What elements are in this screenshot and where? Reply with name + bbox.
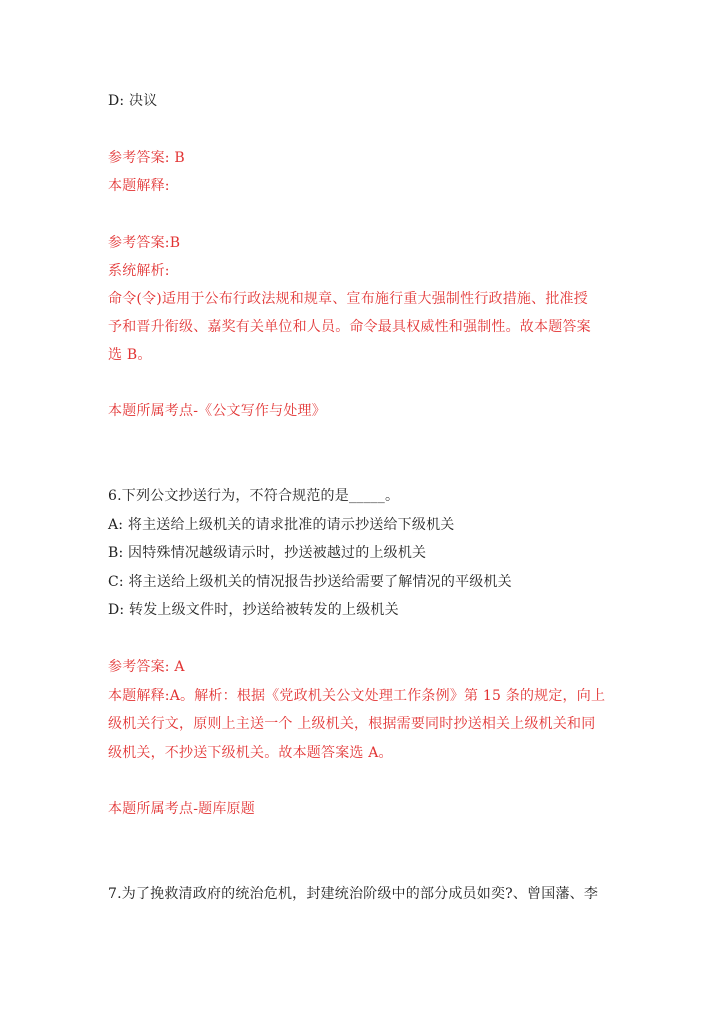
analysis-line: 命令(令)适用于公布行政法规和规章、宣布施行重大强制性行政措施、批准授 <box>108 291 588 307</box>
analysis-label: 系统解析: <box>108 263 170 279</box>
question-text: 7.为了挽救清政府的统治危机，封建统治阶级中的部分成员如奕?、曾国藩、李 <box>108 886 599 902</box>
explanation-line: 级机关，不抄送下级机关。故本题答案选 A。 <box>108 745 393 761</box>
option-c: C: 将主送给上级机关的情况报告抄送给需要了解情况的平级机关 <box>108 574 512 590</box>
analysis-line: 选 B。 <box>108 347 152 363</box>
analysis-line: 予和晋升衔级、嘉奖有关单位和人员。命令最具权威性和强制性。故本题答案 <box>108 319 591 335</box>
answer-label: 参考答案: B <box>108 150 185 166</box>
topic-label: 本题所属考点-《公文写作与处理》 <box>108 403 326 419</box>
explanation-label: 本题解释: <box>108 178 170 194</box>
explanation-line: 本题解释:A。解析：根据《党政机关公文处理工作条例》第 15 条的规定，向上 <box>108 688 606 704</box>
option-d: D: 决议 <box>108 93 158 109</box>
question-text: 6.下列公文抄送行为，不符合规范的是_____。 <box>108 488 400 504</box>
answer-label: 参考答案: A <box>108 659 185 675</box>
answer-label: 参考答案:B <box>108 235 181 251</box>
topic-label: 本题所属考点-题库原题 <box>108 801 255 817</box>
explanation-line: 级机关行文，原则上主送一个 上级机关，根据需要同时抄送相关上级机关和同 <box>108 716 596 732</box>
option-d: D: 转发上级文件时，抄送给被转发的上级机关 <box>108 602 399 618</box>
option-a: A: 将主送给上级机关的请求批准的请示抄送给下级机关 <box>108 517 455 533</box>
option-b: B: 因特殊情况越级请示时，抄送被越过的上级机关 <box>108 545 427 561</box>
